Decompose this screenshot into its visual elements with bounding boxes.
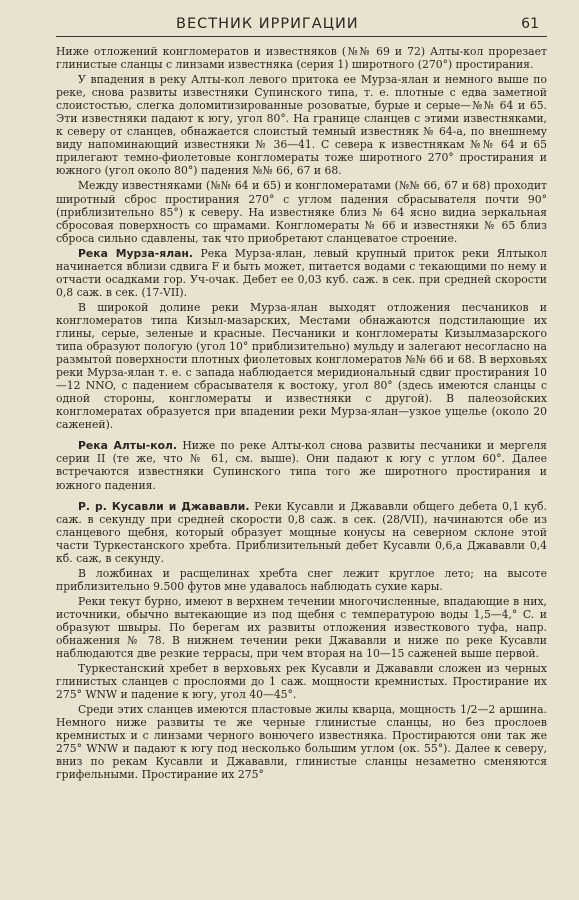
section-alty-kol xyxy=(56,439,547,491)
section-text: Ниже по реке Алты-кол снова развиты песчаники и мергеля серии II (те же, что № 61, см. выше). Они падают к югу с углом 60°. Далее встречаются известняки Супинского типа того же широтного простирания и южного падения. xyxy=(56,439,547,492)
section-text: Река Мурза-ялан, левый крупный приток реки Ялтыкол начинается вблизи сдвига F и быть может, питается водами с текающими по нему и отчасти осадками гор. Уч-очак. Дебет ее 0,03 куб. саж. в сек. при средней скорости 0,8 саж. в сек. (17-VII). xyxy=(56,246,547,299)
section-heading: Река Алты-кол. xyxy=(78,439,178,453)
page-number: 61 xyxy=(521,16,539,32)
section-murza-yalan xyxy=(56,247,547,299)
paragraph: Туркестанский хребет в верховьях рек Кусавли и Джававли сложен из черных глинистых сланцев с прослоями до 1 саж. мощности кремнистых. Простирание их 275° WNW и падение к югу, угол 40—45°. xyxy=(56,662,547,702)
section-heading: Река Мурза-ялан. xyxy=(78,246,193,260)
paragraph: Ниже отложений конгломератов и известняков (№№ 69 и 72) Алты-кол прорезает глинистые сланцы с линзами известняка (серия 1) широтного (270°) простирания. xyxy=(56,45,547,72)
paragraph: Реки текут бурно, имеют в верхнем течении многочисленные, впадающие в них, источники, обычно вытекающие из под щебня с температурою воды 1,5—4,° C. и образуют швыры. По берегам их развиты отложения известкового туфа, напр. обнажения № 78. В нижнем течении реки Джававли и ниже по реке Кусавли наблюдаются две резкие террасы, при чем вторая на 10—15 саженей выше первой. xyxy=(56,594,547,661)
page-header xyxy=(56,0,547,37)
section-kusavli-dzhavavli xyxy=(56,500,547,565)
section-text: Реки Кусавли и Джававли общего дебета 0,1 куб. саж. в секунду при средней скорости 0,8 саж. в сек. (28/VII), начинаются обе из сланцевого щебня, который образует мощные конусы на северном склоне этой части Туркестанского хребта. Приблизительный дебет Кусавли 0,6,а Джававли 0,4 кб. саж, в секунду. xyxy=(56,499,547,565)
journal-title: ВЕСТНИК ИРРИГАЦИИ xyxy=(176,16,359,32)
paragraph: Между известняками (№№ 64 и 65) и конгломератами (№№ 66, 67 и 68) проходит широтный сброс простирания 270° с углом падения сбрасывателя почти 90° (приблизительно 85°) к северу. На известняке близ № 64 ясно видна зеркальная сбросовая поверхность со шрамами. Конгломераты № 66 и известняки № 65 близ сброса сильно сдавлены, так что приобретают сланцеватое строение. xyxy=(56,179,547,245)
paragraph: У впадения в реку Алты-кол левого притока ее Мурза-ялан и немного выше по реке, снова развиты известняки Супинского типа, т. е. плотные с едва заметной слоистостью, слегка доломитизированные розоватые, бурые и серые—№№ 64 и 65. Эти известняки падают к югу, угол 80°. На границе сланцев с этими известняками, к северу от сланцев, обнажается слоистый темный известняк № 64-а, по внешнему виду напоминающий известняки № 36—41. С севера к известнякам №№ 64 и 65 прилегают темно-фиолетовые конгломераты тоже широтного 270° простирания и южного (угол около 80°) падения №№ 66, 67 и 68. xyxy=(56,73,547,178)
section-heading: Р. р. Кусавли и Джававли. xyxy=(78,499,250,513)
paragraph: В ложбинах и расщелинах хребта снег лежит круглое лето; на высоте приблизительно 9.500 футов мне удавалось наблюдать сухие кары. xyxy=(56,566,547,593)
paragraph: Среди этих сланцев имеются пластовые жилы кварца, мощность 1/2—2 аршина. Немного ниже развиты те же черные глинистые сланцы, но без прослоев кремнистых и с линзами черного вонючего известняка. Простираются они так же 275° WNW и падают к югу под несколько большим углом (ок. 55°). Далее к северу, вниз по рекам Кусавли и Джававли, глинистые сланцы незаметно сменяются грифельными. Простирание их 275° xyxy=(56,703,547,782)
article-body xyxy=(56,45,547,782)
paragraph: В широкой долине реки Мурза-ялан выходят отложения песчаников и конгломератов типа Кизыл-мазарских, Местами обнажаются подстилающие их глины, серые, зеленые и красные. Песчаники и конгломераты Кизылмазарского типа образуют пологую (угол 10° приблизительно) мульду и залегают несогласно на размытой поверхности плотных фиолетовых конгломератов №№ 66 и 68. В верховьях реки Мурза-ялан т. е. с запада наблюдается меридиональный сдвиг простирания 10—12 NNO, с падением сбрасывателя к востоку, угол 80° (здесь имеются сланцы с одной стороны, конгломераты и известняки с другой). В палеозойских конгломератах образуется при впадении реки Мурза-ялан—узкое ущелье (около 20 саженей). xyxy=(56,300,547,432)
